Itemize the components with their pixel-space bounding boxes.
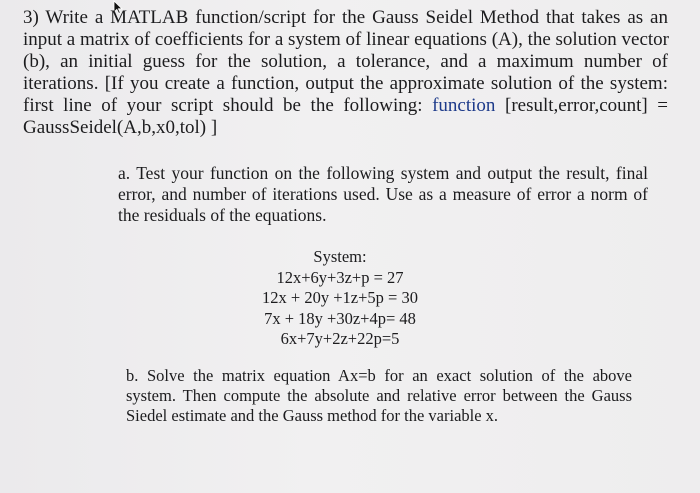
part-b-line: b. Solve the matrix equation Ax=b for an exact solution of the above [126, 366, 632, 385]
part-a-line: the residuals of the equations. [118, 205, 327, 225]
function-keyword: function [432, 95, 496, 116]
part-b-line: system. Then compute the absolute and relative error between the Gauss [126, 386, 632, 405]
question-line: input a matrix of coefficients for a system of linear equations (A), the solution vector [23, 29, 669, 50]
part-a-line: error, and number of iterations used. Use as a measure of error a norm of [118, 184, 648, 204]
function-signature-name: GaussSeidel(A,b,x0,tol) ] [23, 117, 218, 138]
system-title: System: [313, 247, 367, 266]
equation-4: 6x+7y+2z+22p=5 [280, 329, 400, 348]
part-b-paragraph [126, 366, 632, 426]
part-a-paragraph [118, 163, 648, 226]
equation-3: 7x + 18y +30z+4p= 48 [264, 308, 416, 328]
equation-1: 12x+6y+3z+p = 27 [276, 267, 404, 287]
function-signature-output: [result,error,count] = [505, 95, 669, 116]
equation-system [230, 247, 450, 350]
equation-2: 12x + 20y +1z+5p = 30 [262, 288, 418, 307]
question-line: (b), an initial guess for the solution, a tolerance, and a maximum number of [23, 51, 668, 72]
part-b-line: Siedel estimate and the Gauss method for the variable x. [126, 406, 499, 425]
question-line: 3) Write a MATLAB function/script for the Gauss Seidel Method that takes as an [23, 7, 668, 28]
question-text: first line of your script should be the following: [23, 95, 423, 116]
question-line-function [23, 95, 668, 117]
part-a-line: a. Test your function on the following system and output the result, final [118, 163, 648, 183]
question-paragraph [23, 7, 668, 139]
question-line: iterations. [If you create a function, output the approximate solution of the system: [23, 73, 668, 94]
